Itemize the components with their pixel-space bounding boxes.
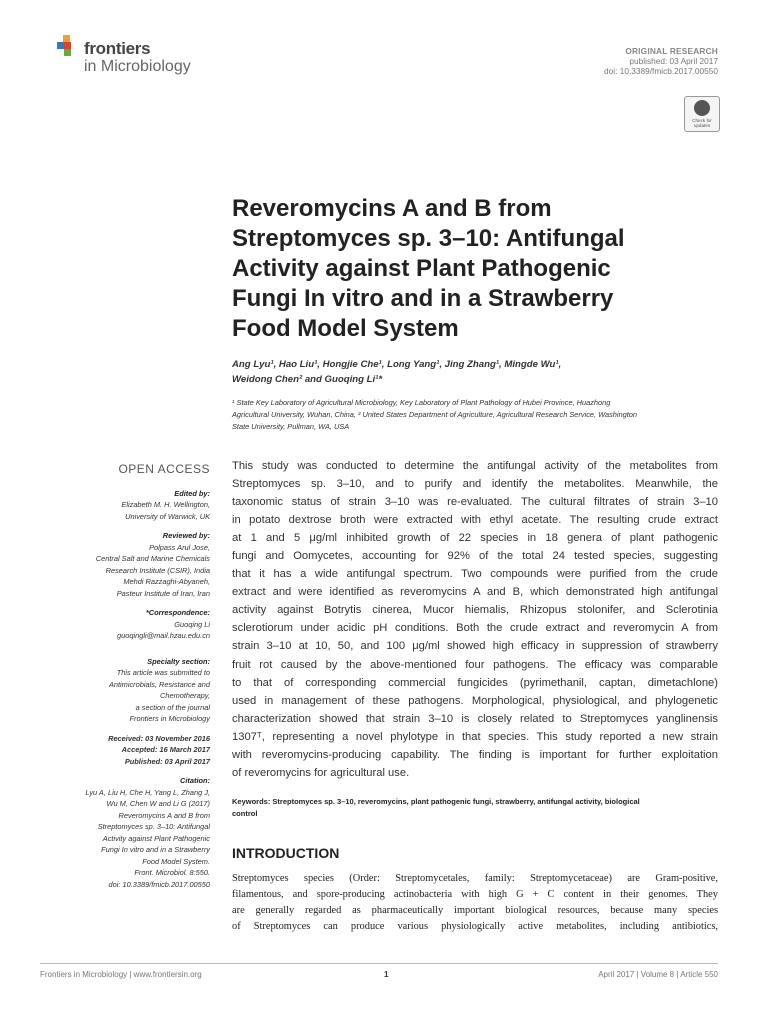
journal-name: in Microbiology (84, 58, 191, 75)
footer-volume: April 2017 | Volume 8 | Article 550 (598, 970, 718, 979)
keywords-line: Keywords: Streptomyces sp. 3–10, reveromycins, plant pathogenic fungi, strawberry, antifungal activity, biological (232, 797, 640, 806)
article-meta (604, 46, 718, 76)
article-title (232, 194, 712, 344)
abstract-line: fruit rot caused by the above-mentioned four pathogens. The efficacy was comparable (232, 658, 718, 671)
introduction-text (232, 871, 718, 935)
citation-line: Lyu A, Liu H, Che H, Yang L, Zhang J, (85, 787, 210, 797)
title-line: Food Model System (232, 315, 459, 342)
abstract-line: Streptomyces sp. 3–10, and to purify and identify the metabolites. Meanwhile, the (232, 478, 718, 491)
edited-by-section (40, 488, 210, 523)
intro-line: of Streptomyces can produce various physiologically active metabolites, including antibiotics, (232, 921, 718, 932)
citation-line: Reveromycins A and B from (118, 810, 210, 820)
reviewer-line: Research Institute (CSIR), India (105, 565, 210, 575)
correspondence-email[interactable]: guoqingli@mail.hzau.edu.cn (117, 631, 210, 640)
specialty-line: Frontiers in Microbiology (129, 714, 210, 723)
title-line: Reveromycins A and B from (232, 195, 552, 222)
reviewer-line: Polpass Arul Jose, (149, 542, 210, 552)
author-line: Ang Lyu¹, Hao Liu¹, Hongjie Che¹, Long Yang¹, Jing Zhang¹, Mingde Wu¹, (232, 359, 562, 370)
specialty-label: Specialty section: (147, 656, 210, 666)
doi[interactable]: doi: 10.3389/fmicb.2017.00550 (604, 66, 718, 76)
intro-line: filamentous, and spore-producing actinobacteria with high G + C content in their genomes. They (232, 889, 718, 900)
citation-line: Front. Microbiol. 8:550. (134, 868, 210, 877)
affiliation-line: Agricultural University, Wuhan, China, ² United States Department of Agriculture, Agricultural Research Service, Washington (232, 410, 638, 419)
accepted-date: Accepted: 16 March 2017 (121, 745, 210, 754)
intro-line: are generally regarded as pharmaceutically important biological resources, because many species (232, 905, 718, 916)
reviewer-line: Mehdi Razzaghi-Abyaneh, (123, 577, 210, 586)
citation-line[interactable]: doi: 10.3389/fmicb.2017.00550 (108, 879, 210, 889)
citation-label: Citation: (180, 776, 210, 785)
reviewer-line: Central Salt and Marine Chemicals (95, 554, 210, 563)
page-number: 1 (384, 970, 389, 979)
reviewed-by-section (40, 530, 210, 599)
title-line: Fungi In vitro and in a Strawberry (232, 285, 614, 312)
dates-section (40, 733, 210, 768)
brand-name: frontiers (84, 39, 151, 58)
footer-journal[interactable]: Frontiers in Microbiology | www.frontiersin.org (40, 970, 202, 979)
title-line: Activity against Plant Pathogenic (232, 255, 611, 282)
abstract-line: at 1 and 5 μg/ml inhibited growth of 22 species in 18 genera of plant pathogenic (232, 532, 718, 545)
article-type: ORIGINAL RESEARCH (625, 46, 718, 56)
author-line: Weidong Chen² and Guoqing Li¹* (232, 374, 383, 385)
abstract-line: This study was conducted to determine the antifungal activity of the metabolites from (232, 460, 718, 472)
abstract-line: to that of corresponding commercial fungicides (pyrimethanil, captan, dimetachlone) (232, 676, 718, 689)
abstract-line: activity against Botrytis cinerea, Mucor hiemalis, Rhizopus stolonifer, and Sclerotinia (232, 604, 718, 617)
edited-by-label: Edited by: (174, 488, 210, 498)
correspondence-section (40, 607, 210, 642)
reviewer-line: Pasteur Institute of Iran, Iran (116, 588, 210, 598)
abstract-line: used in management of these pathogens. Morphological, physiological, and phylogenetic (232, 694, 718, 707)
open-access-label: OPEN ACCESS (118, 462, 210, 476)
abstract-line: of reveromycins for agricultural use. (232, 766, 410, 779)
affiliations (232, 397, 718, 433)
specialty-line: This article was submitted to (116, 668, 210, 677)
received-date: Received: 03 November 2016 (108, 733, 210, 743)
abstract-line: 1307ᵀ, representing a novel phylotype in that species. This study reported a new strain (232, 730, 718, 743)
citation-line: Fungi In vitro and in a Strawberry (101, 845, 210, 854)
specialty-line: Chemotherapy, (160, 691, 210, 700)
keywords-line: control (232, 809, 258, 818)
citation-line: Streptomyces sp. 3–10: Antifungal (97, 822, 210, 831)
editor-line: University of Warwick, UK (125, 511, 210, 521)
check-for-updates-badge[interactable] (684, 96, 720, 132)
frontiers-logo-icon (57, 35, 79, 57)
published-date: published: 03 April 2017 (629, 56, 718, 66)
abstract-line: characterization showed that strain 3–10 is closely related to Streptomyces yanglinensis (232, 712, 718, 725)
editor-line: Elizabeth M. H. Wellington, (121, 500, 210, 509)
affiliation-line: ¹ State Key Laboratory of Agricultural Microbiology, Key Laboratory of Plant Pathology of Hubei Province, Huazhong (232, 398, 611, 407)
affiliation-line: State University, Pullman, WA, USA (232, 422, 350, 431)
abstract-line: in potato dextrose broth were extracted with ethyl acetate. The resulting crude extract (232, 514, 718, 527)
abstract-line: extract and were identified as reveromycins A and B, which demonstrated high antifungal (232, 586, 718, 599)
specialty-line: Antimicrobials, Resistance and (108, 679, 210, 689)
specialty-section (40, 656, 210, 725)
footer-divider (40, 963, 718, 964)
journal-logo (57, 34, 227, 84)
published-date-sidebar: Published: 03 April 2017 (124, 756, 210, 766)
abstract-line: taxonomic status of strain 3–10 was re-evaluated. The cultural filtrates of strain 3–10 (232, 496, 718, 509)
correspondence-label: *Correspondence: (145, 608, 210, 617)
reviewed-by-label: Reviewed by: (162, 531, 210, 540)
intro-line: Streptomyces species (Order: Streptomycetales, family: Streptomycetaceae) are Gram-positive, (232, 873, 718, 884)
abstract (232, 457, 718, 782)
keywords (232, 796, 718, 820)
section-heading-introduction: INTRODUCTION (232, 845, 340, 861)
article-sidebar (40, 464, 210, 898)
specialty-line: a section of the journal (135, 702, 210, 712)
author-list (232, 357, 712, 387)
correspondence-name: Guoqing Li (174, 619, 210, 629)
updates-label: Check for updates (692, 118, 712, 128)
citation-line: Food Model System. (142, 856, 210, 866)
updates-icon (694, 100, 710, 116)
abstract-line: strain 3–10 at 10, 50, and 100 μg/ml showed high efficacy in suppression of strawberry (232, 640, 718, 653)
abstract-line: fungi and Oomycetes, accounting for 92% of the total 24 tested species, suggesting (232, 550, 718, 563)
title-line: Streptomyces sp. 3–10: Antifungal (232, 225, 625, 252)
abstract-line: with reveromycins-producing capability. The finding is important for further exploitation (232, 748, 718, 761)
citation-line: Activity against Plant Pathogenic (102, 833, 210, 843)
abstract-line: sclerotiorum under acidic pH conditions. Both the crude extract and reveromycin A from (232, 622, 718, 635)
citation-section (40, 775, 210, 890)
abstract-line: that it has a wide antifungal spectrum. Two compounds were purified from the crude (232, 568, 718, 581)
citation-line: Wu M, Chen W and Li G (2017) (106, 799, 210, 808)
